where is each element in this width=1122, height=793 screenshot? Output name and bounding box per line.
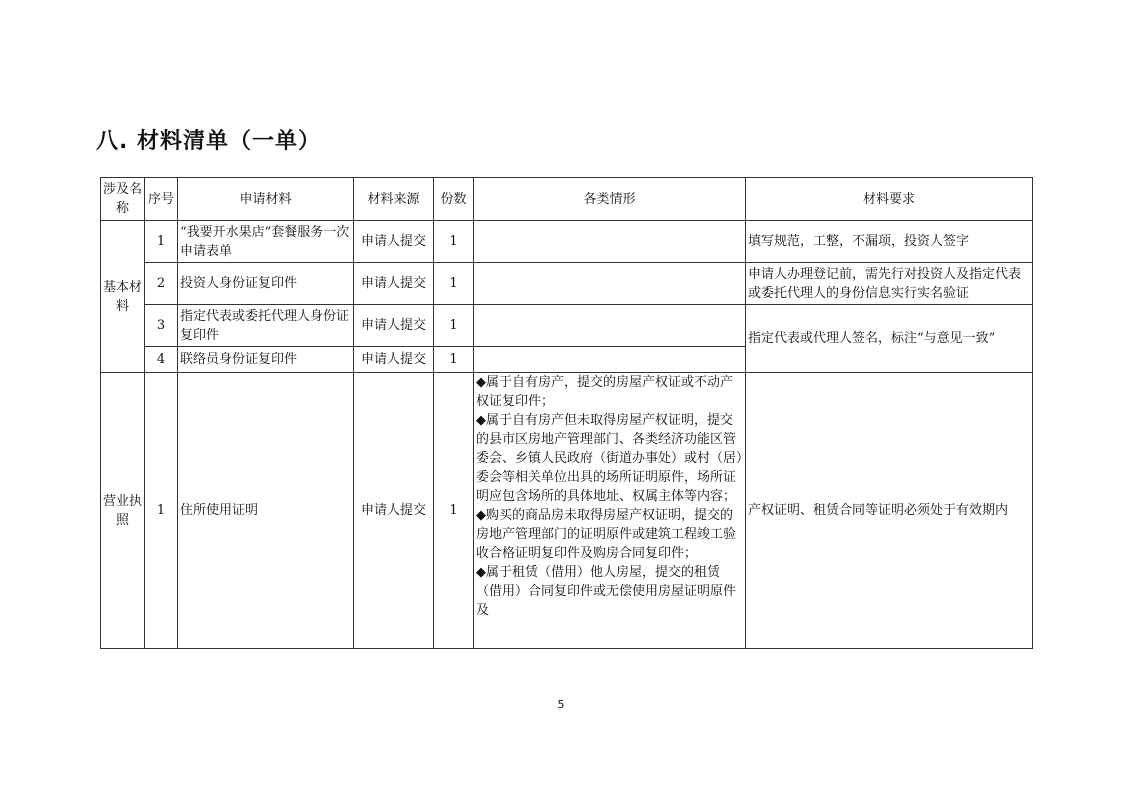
cell-requirement: 指定代表或代理人签名，标注“与意见一致”	[746, 305, 1033, 373]
cell-situation	[474, 221, 746, 263]
header-category: 涉及名称	[101, 178, 145, 221]
group-name-license: 营业执照	[101, 373, 145, 649]
header-seq: 序号	[145, 178, 178, 221]
cell-material: “我要开水果店”套餐服务一次申请表单	[178, 221, 354, 263]
cell-source: 申请人提交	[354, 263, 434, 305]
cell-seq: 1	[145, 221, 178, 263]
situation-item: ◆属于自有房产，提交的房屋产权证或不动产权证复印件；	[476, 375, 733, 409]
situation-item: ◆属于自有房产但未取得房屋产权证明，提交的县市区房地产管理部门、各类经济功能区管委会、乡镇人民政府（街道办事处）或村（居）委会等相关单位出具的场所证明原件，场所证明应包含场所的具体地址、权属主体等内容；	[476, 413, 743, 504]
cell-source: 申请人提交	[354, 347, 434, 373]
cell-source: 申请人提交	[354, 305, 434, 347]
cell-copies: 1	[434, 373, 474, 649]
cell-situation	[474, 347, 746, 373]
situation-item: ◆属于租赁（借用）他人房屋，提交的租赁（借用）合同复印件或无偿使用房屋证明原件及	[476, 565, 737, 618]
cell-requirement: 填写规范，工整，不漏项，投资人签字	[746, 221, 1033, 263]
cell-seq: 4	[145, 347, 178, 373]
cell-situation	[474, 263, 746, 305]
cell-copies: 1	[434, 305, 474, 347]
cell-material: 联络员身份证复印件	[178, 347, 354, 373]
cell-material: 指定代表或委托代理人身份证复印件	[178, 305, 354, 347]
header-situation: 各类情形	[474, 178, 746, 221]
header-source: 材料来源	[354, 178, 434, 221]
table-row	[101, 221, 1033, 263]
cell-material: 投资人身份证复印件	[178, 263, 354, 305]
table-row	[101, 373, 1033, 649]
situation-item: ◆购买的商品房未取得房屋产权证明，提交的房地产管理部门的证明原件或建筑工程竣工验收合格证明复印件及购房合同复印件；	[476, 508, 737, 561]
cell-requirement: 产权证明、租赁合同等证明必须处于有效期内	[746, 373, 1033, 649]
table-row	[101, 305, 1033, 347]
cell-seq: 1	[145, 373, 178, 649]
cell-situation-list	[474, 373, 746, 649]
cell-copies: 1	[434, 221, 474, 263]
header-requirement: 材料要求	[746, 178, 1033, 221]
header-material: 申请材料	[178, 178, 354, 221]
table-header-row	[101, 178, 1033, 221]
cell-source: 申请人提交	[354, 221, 434, 263]
cell-material: 住所使用证明	[178, 373, 354, 649]
table-row	[101, 263, 1033, 305]
cell-copies: 1	[434, 263, 474, 305]
section-heading: 八. 材料清单（一单）	[96, 129, 322, 154]
materials-table	[100, 177, 1033, 649]
header-copies: 份数	[434, 178, 474, 221]
cell-seq: 2	[145, 263, 178, 305]
cell-situation	[474, 305, 746, 347]
cell-seq: 3	[145, 305, 178, 347]
cell-copies: 1	[434, 347, 474, 373]
page-number: 5	[557, 698, 565, 711]
cell-requirement: 申请人办理登记前，需先行对投资人及指定代表或委托代理人的身份信息实行实名验证	[746, 263, 1033, 305]
group-name-basic: 基本材料	[101, 221, 145, 373]
cell-source: 申请人提交	[354, 373, 434, 649]
